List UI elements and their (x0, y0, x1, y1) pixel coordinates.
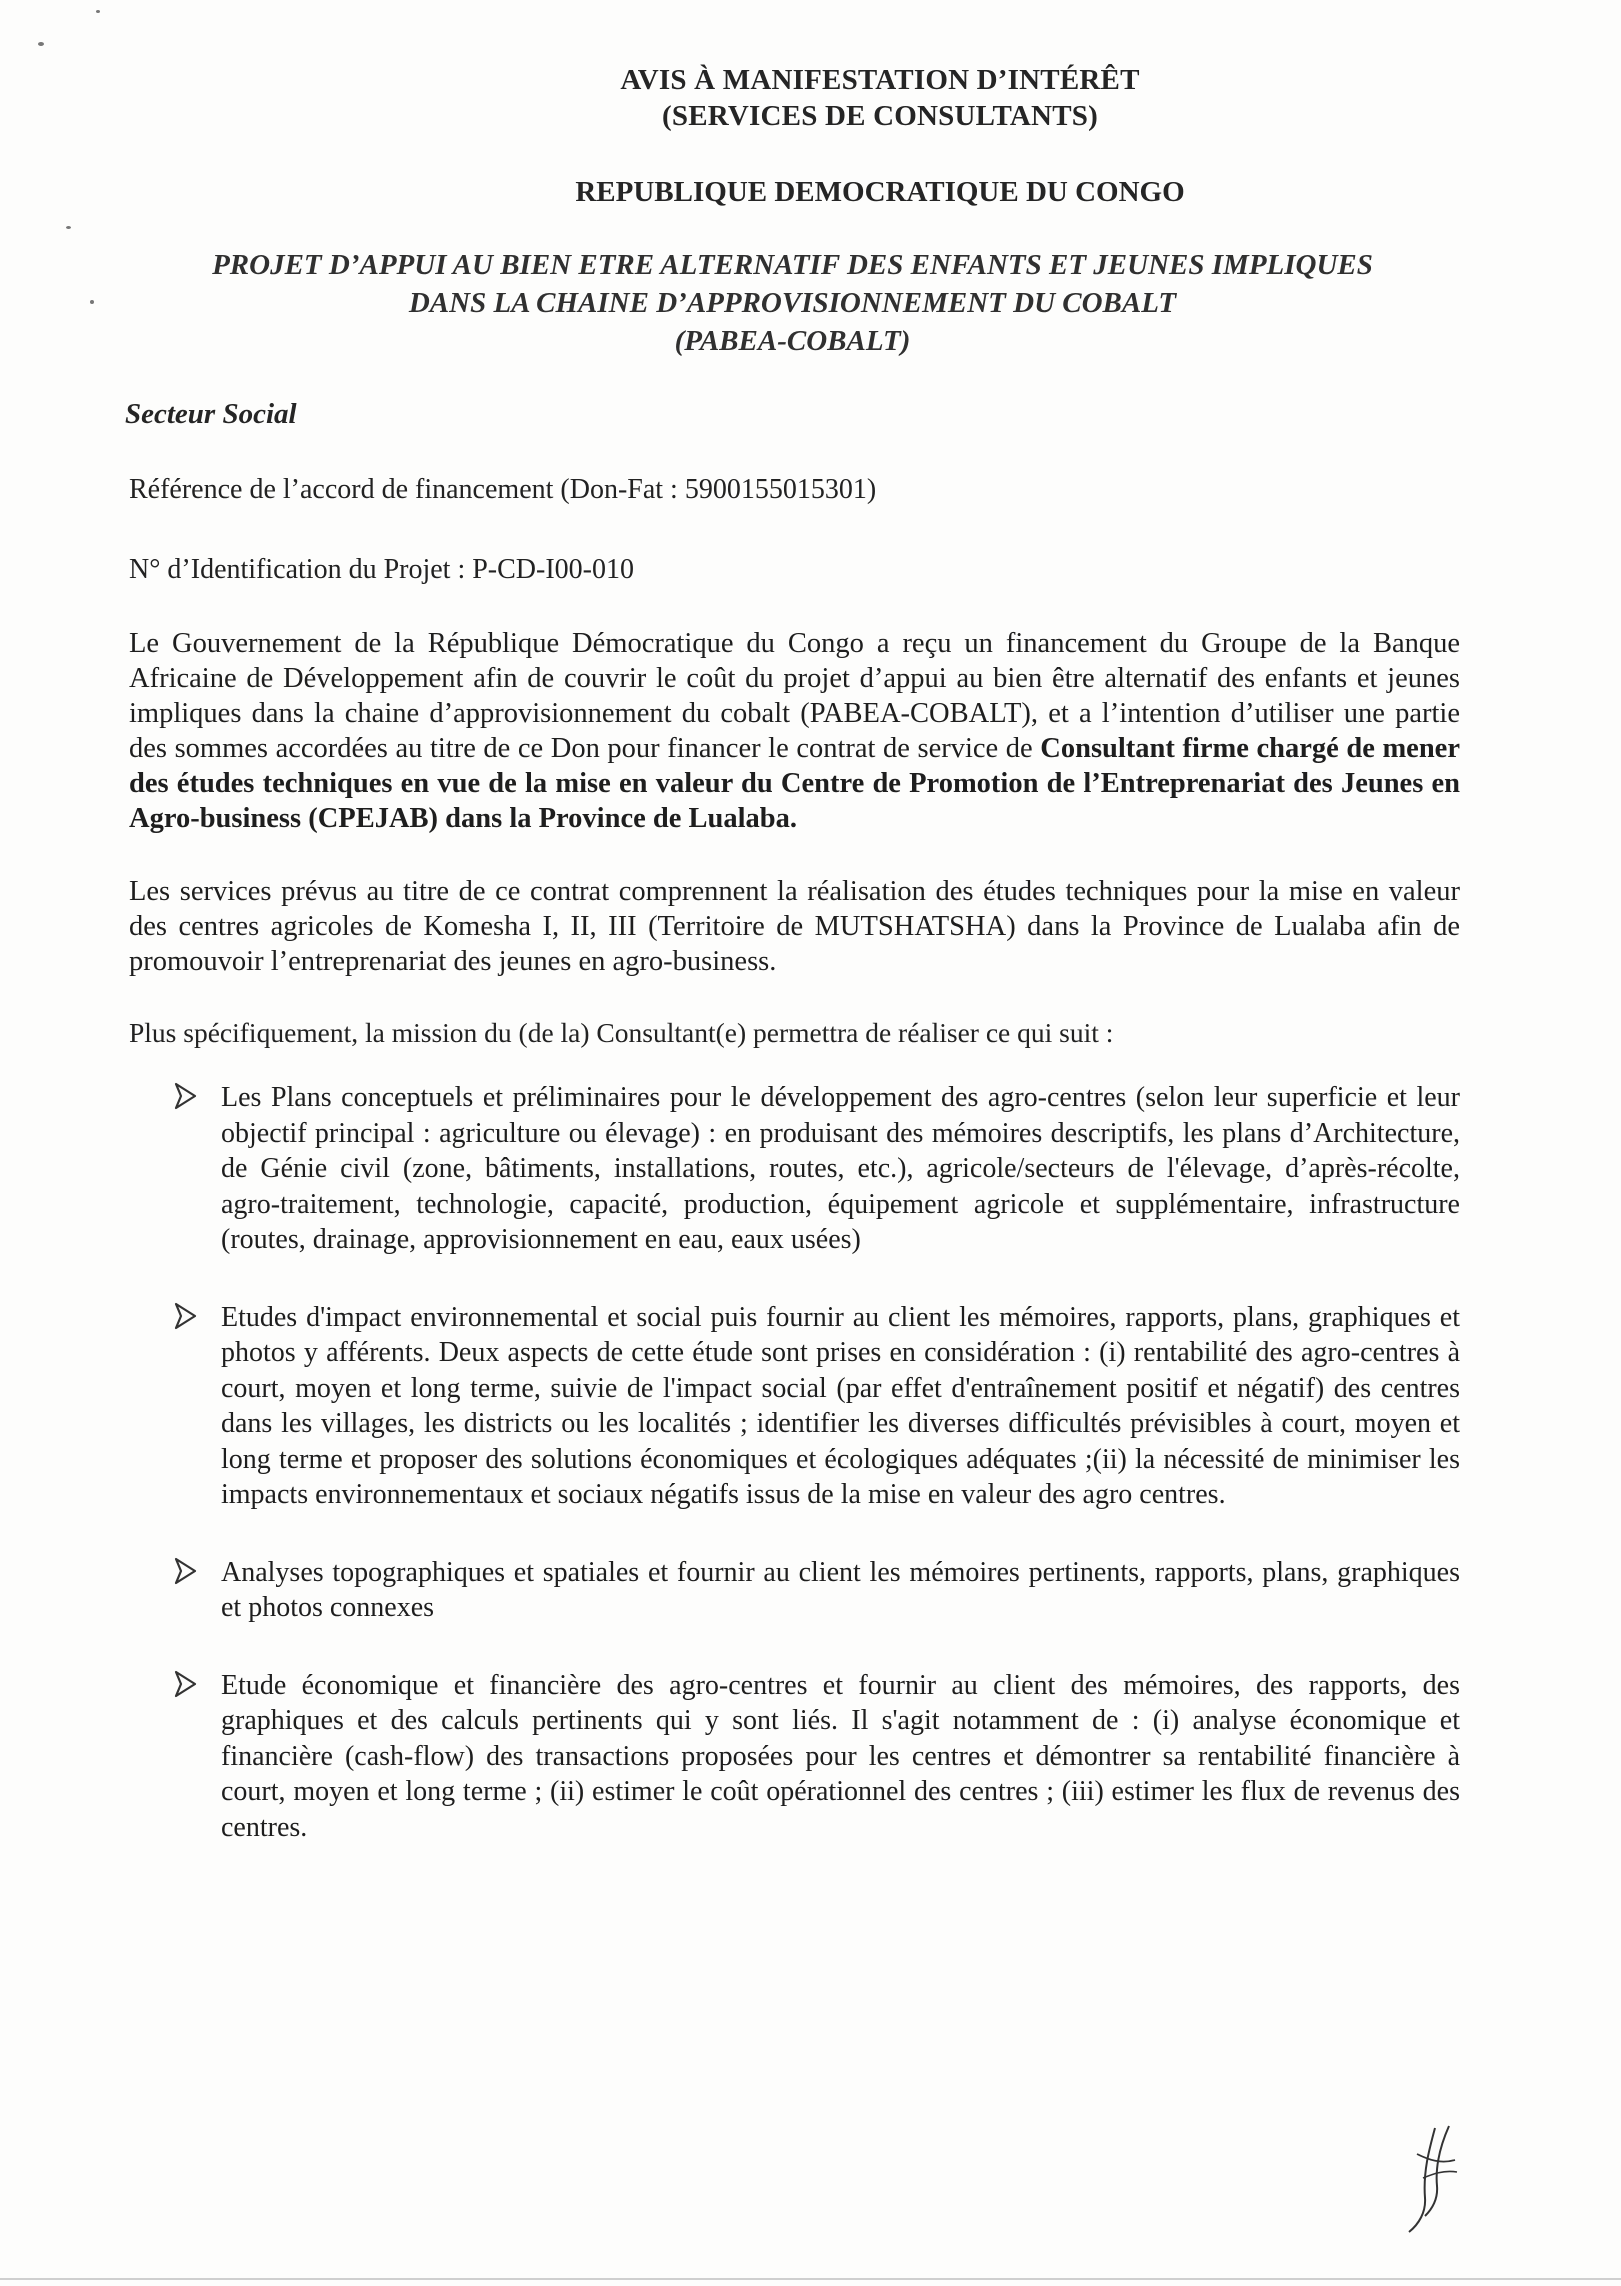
notice-title-line2: (SERVICES DE CONSULTANTS) (662, 100, 1098, 132)
scan-bottom-edge (0, 2278, 1621, 2280)
project-title-line1: PROJET D’APPUI AU BIEN ETRE ALTERNATIF DES ENFANTS ET JEUNES IMPLIQUES (212, 249, 1373, 281)
mission-intro: Plus spécifiquement, la mission du (de la) Consultant(e) permettra de réaliser ce qui suit : (129, 1017, 1114, 1048)
list-item (125, 1668, 1460, 1846)
list-item-text: Etudes d'impact environnemental et social puis fournir au client les mémoires, rapports, plans, graphiques et photos y afférents. Deux aspects de cette étude sont prises en considération : (i) rentabilité des agro-centres à court, moyen et long terme, suivie de l'impact social (par effet d'entraînement positif et négatif) des centres dans les villages, les districts ou les localités ; identifier les diverses difficultés prévisibles à court, moyen et long terme et proposer des solutions économiques et écologiques adéquates ;(ii) la nécessité de minimiser les impacts environnementaux et sociaux négatifs issus de la mise en valeur des agro centres. (221, 1301, 1460, 1510)
list-item (125, 1300, 1460, 1513)
arrow-bullet-icon (173, 1081, 199, 1111)
services-paragraph: Les services prévus au titre de ce contrat comprennent la réalisation des études techniques pour la mise en valeur des centres agricoles de Komesha I, II, III (Territoire de MUTSHATSHA) dans la Province de Lualaba afin de promouvoir l’entreprenariat des jeunes en agro-business. (129, 876, 1460, 977)
list-item-text: Analyses topographiques et spatiales et fournir au client les mémoires pertinents, rapports, plans, graphiques et photos connexes (221, 1556, 1460, 1623)
intro-text: Le Gouvernement de la République Démocratique du Congo a reçu un financement du Groupe de la Banque Africaine de Développement afin de couvrir le coût du projet d’appui au bien être alternatif des enfants et jeunes impliques dans la chaine d’approvisionnement du cobalt (PABEA-COBALT), et a l’intention d’utiliser une partie des sommes accordées au titre de ce Don pour financer le contrat de service de (129, 628, 1460, 764)
country-title: REPUBLIQUE DEMOCRATIQUE DU CONGO (575, 176, 1185, 208)
intro-paragraph (129, 626, 1460, 836)
project-identification: N° d’Identification du Projet : P-CD-I00-010 (129, 554, 634, 585)
arrow-bullet-icon (173, 1669, 199, 1699)
initials-signature (1395, 2120, 1475, 2240)
project-title-line3: (PABEA-COBALT) (674, 325, 911, 357)
mission-list (125, 1080, 1460, 1845)
list-item (125, 1555, 1460, 1626)
financing-reference: Référence de l’accord de financement (Don-Fat : 5900155015301) (129, 474, 877, 505)
notice-title (305, 62, 1455, 134)
scan-speck (90, 300, 94, 304)
sector-label: Secteur Social (125, 398, 297, 430)
project-title (125, 246, 1460, 360)
scan-speck (96, 10, 100, 13)
list-item-text: Les Plans conceptuels et préliminaires pour le développement des agro-centres (selon leur superficie et leur objectif principal : agriculture ou élevage) : en produisant des mémoires descriptifs, les plans d’Architecture, de Génie civil (zone, bâtiments, installations, routes, etc.), agricole/secteurs de l'élevage, d’après-récolte, agro-traitement, technologie, capacité, production, équipement agricole et supplémentaire, infrastructure (routes, drainage, approvisionnement en eau, eaux usées) (221, 1082, 1460, 1255)
scan-speck (38, 42, 44, 46)
list-item (125, 1080, 1460, 1258)
notice-title-line1: AVIS À MANIFESTATION D’INTÉRÊT (620, 64, 1140, 96)
intro-bold-text: Consultant firme chargé de mener des études techniques en vue de la mise en valeur du Centre de Promotion de l’Entreprenariat des Jeunes en Agro-business (CPEJAB) dans la Province de Lualaba. (129, 733, 1460, 834)
arrow-bullet-icon (173, 1301, 199, 1331)
scan-speck (66, 226, 71, 229)
project-title-line2: DANS LA CHAINE D’APPROVISIONNEMENT DU COBALT (408, 287, 1177, 319)
document-body (125, 62, 1460, 1887)
arrow-bullet-icon (173, 1556, 199, 1586)
list-item-text: Etude économique et financière des agro-centres et fournir au client des mémoires, des rapports, des graphiques et des calculs pertinents qui y sont liés. Il s'agit notamment de : (i) analyse économique et financière (cash-flow) des transactions proposées pour les centres et démontrer sa rentabilité financière à court, moyen et long terme ; (ii) estimer le coût opérationnel des centres ; (iii) estimer les flux de revenus des centres. (221, 1669, 1460, 1843)
